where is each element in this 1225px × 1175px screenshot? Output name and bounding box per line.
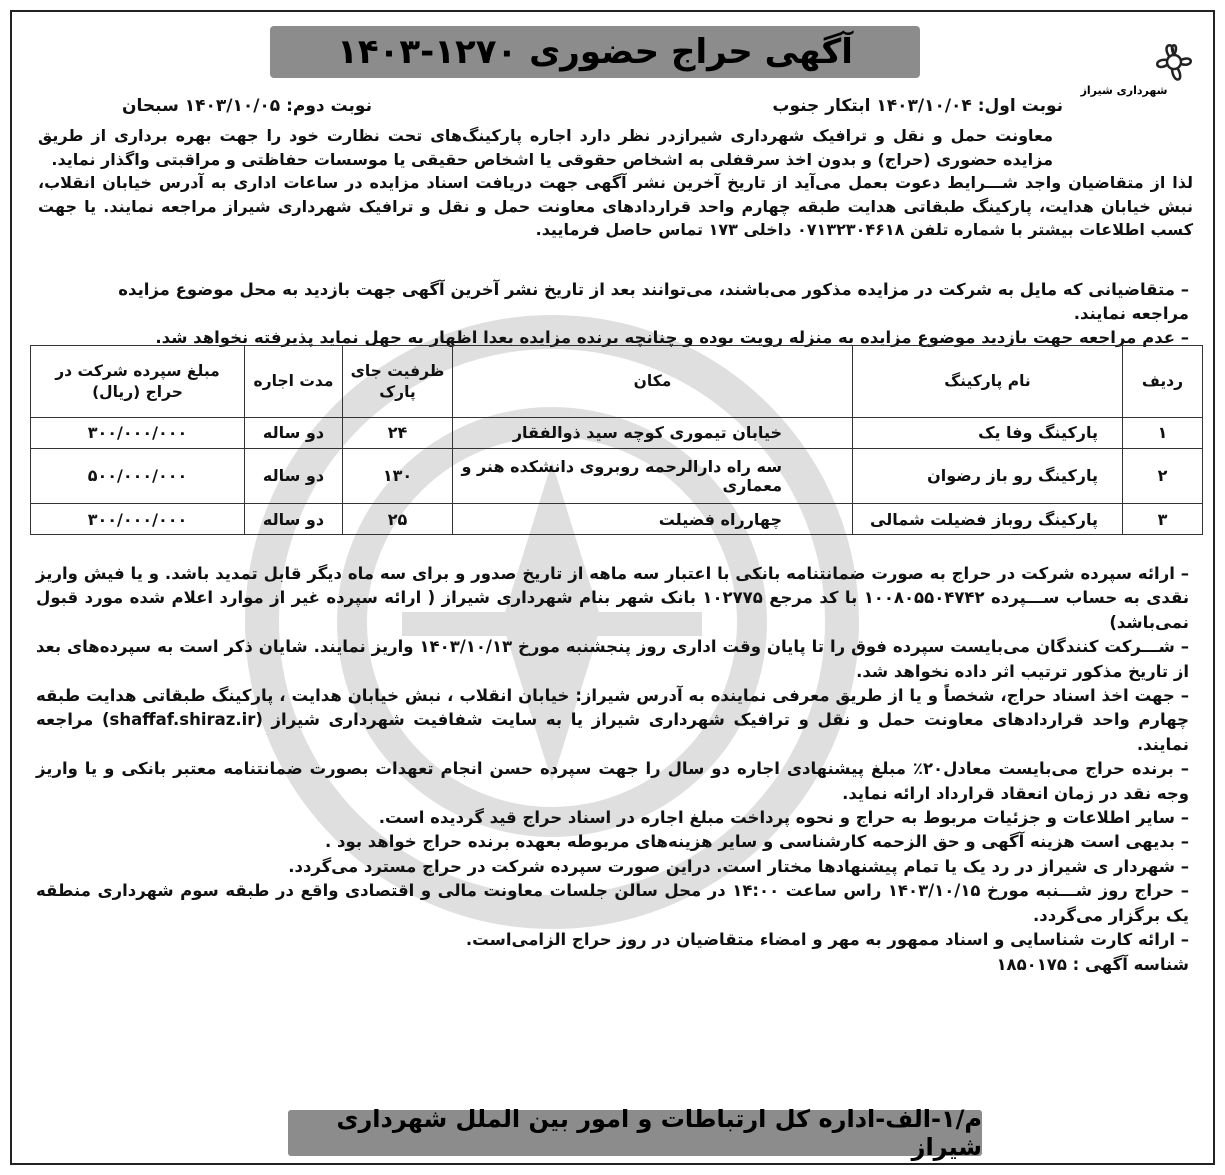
table-header-row — [31, 346, 1203, 418]
header-deposit: مبلغ سپرده شرکت در حراج (ریال) — [31, 346, 245, 418]
table-row — [31, 448, 1203, 503]
title-banner — [270, 26, 920, 78]
conditions-section — [36, 562, 1189, 977]
condition-deposit-deadline: – شـــرکت کنندگان می‌بایست سپرده فوق را تا پایان وقت اداری روز پنجشنبه مورخ ۱۴۰۳/۱۰/۱۳ واریز نمایند. شایان ذکر است به سپرده‌های بعد از تاریخ مذکور ترتیب اثر داده نخواهد شد. — [36, 637, 1189, 681]
second-issue: نوبت دوم: ۱۴۰۳/۱۰/۰۵ سبحان — [122, 96, 372, 116]
table-row — [31, 418, 1203, 449]
logo-script-text: شهرداری شیراز — [1080, 84, 1168, 97]
condition-costs: – بدیهی است هزینه آگهی و حق الزحمه کارشناسی و سایر هزینه‌های مربوطه بعهده برنده حراج خواهد بود . — [325, 832, 1189, 852]
visit-note-1: – متقاضیانی که مایل به شرکت در مزایده مذکور می‌باشند، می‌توانند بعد از تاریخ نشر آخرین آگهی جهت بازدید به محل موضوع مزایده مراجعه نمایند. — [118, 280, 1189, 323]
parking-name: پارکینگ روباز فضیلت شمالی — [853, 504, 1123, 535]
notice-id: شناسه آگهی : ۱۸۵۰۱۷۵ — [996, 954, 1189, 974]
header-row-number: ردیف — [1123, 346, 1203, 418]
condition-performance-bond: – برنده حراج می‌بایست معادل۲۰٪ مبلغ پیشنهادی اجاره دو سال را جهت سپرده حسن انجام تعهدات بصورت ضمانتنامه معتبر بانکی و یا واریز وجه نقد در زمان انعقاد قرارداد ارائه نماید. — [36, 759, 1189, 803]
first-issue: نوبت اول: ۱۴۰۳/۱۰/۰۴ ابتکار جنوب — [772, 96, 1063, 116]
issue-dates — [122, 96, 1063, 120]
header-parking-name: نام پارکینگ — [853, 346, 1123, 418]
visit-note-2: – عدم مراجعه جهت بازدید موضوع مزایده به منزله رویت بوده و چنانچه برنده مزایده بعدا اظهار به جهل نماید پذیرفته نخواهد شد. — [155, 328, 1189, 347]
parking-location: خیابان تیموری کوچه سید ذوالفقار — [453, 418, 853, 449]
visit-notes — [62, 278, 1189, 350]
parking-name: پارکینگ رو باز رضوان — [853, 448, 1123, 503]
parking-capacity: ۲۴ — [343, 418, 453, 449]
parking-location: سه راه دارالرحمه روبروی دانشکده هنر و معماری — [453, 448, 853, 503]
shiraz-municipality-flower-logo-icon — [1079, 30, 1199, 100]
deposit-amount: ۳۰۰/۰۰۰/۰۰۰ — [31, 504, 245, 535]
intro-paragraph-2: لذا از متقاضیان واجد شـــرایط دعوت بعمل می‌آید از تاریخ آخرین نشر آگهی جهت دریافت اسناد مزایده در ساعات اداری به آدرس خیابان انقلاب، نبش خیابان هدایت، پارکینگ طبقاتی هدایت طبقه چهارم واحد قراردادهای معاونت حمل و نقل و ترافیک شهرداری شیراز مراجعه نمایند. یا جهت کسب اطلاعات بیشتر با شماره تلفن ۰۷۱۳۲۳۰۴۶۱۸ داخلی ۱۷۳ تماس حاصل فرمایید. — [38, 173, 1193, 239]
deposit-amount: ۳۰۰/۰۰۰/۰۰۰ — [31, 418, 245, 449]
condition-auction-date: – حراج روز شـــنبه مورخ ۱۴۰۳/۱۰/۱۵ راس ساعت ۱۴:۰۰ در محل سالن جلسات معاونت مالی و اقتصادی واقع در طبقه سوم شهرداری منطقه یک برگزار می‌گردد. — [36, 881, 1189, 925]
footer-banner — [288, 1105, 982, 1161]
notice-title: آگهی حراج حضوری ۱۲۷۰-۱۴۰۳ — [337, 32, 853, 72]
condition-id-card: – ارائه کارت شناسایی و اسناد ممهور به مهر و امضاء متقاضیان در روز حراج الزامی‌است. — [465, 930, 1189, 950]
condition-documents: – جهت اخذ اسناد حراج، شخصاً و یا از طریق معرفی نماینده به آدرس شیراز: خیابان انقلاب ، نبش خیابان هدایت ، پارکینگ طبقاتی هدایت طبقه چهارم واحد قراردادهای معاونت حمل و نقل و ترافیک شهرداری شیراز یا به سایت شفافیت شهرداری شیراز (shaffaf.shiraz.ir) مراجعه نمایند. — [36, 686, 1189, 754]
intro-paragraph-1: معاونت حمل و نقل و ترافیک شهرداری شیرازدر نظر دارد اجاره پارکینگ‌های تحت نظارت خود را جهت بهره برداری از طریق مزایده حضوری (حراج) و بدون اخذ سرقفلی به اشخاص حقوقی یا اشخاص حقیقی یا موسسات حفاظتی و مراقبتی واگذار نماید. — [38, 126, 1053, 169]
footer-text: م/۱-الف-اداره کل ارتباطات و امور بین الملل شهرداری شیراز — [336, 1105, 982, 1161]
auction-notice — [10, 10, 1215, 1165]
parking-location: چهارراه فضیلت — [453, 504, 853, 535]
row-number: ۳ — [1123, 504, 1203, 535]
parking-capacity: ۱۳۰ — [343, 448, 453, 503]
header-lease-term: مدت اجاره — [245, 346, 343, 418]
row-number: ۱ — [1123, 418, 1203, 449]
row-number: ۲ — [1123, 448, 1203, 503]
lease-term: دو ساله — [245, 418, 343, 449]
lease-term: دو ساله — [245, 448, 343, 503]
header-capacity: ظرفیت جای پارک — [343, 346, 453, 418]
parking-table — [30, 345, 1203, 535]
header-location: مکان — [453, 346, 853, 418]
intro-section — [38, 124, 1193, 242]
parking-name: پارکینگ وفا یک — [853, 418, 1123, 449]
deposit-amount: ۵۰۰/۰۰۰/۰۰۰ — [31, 448, 245, 503]
condition-other-info: – سایر اطلاعات و جزئیات مربوط به حراج و نحوه پرداخت مبلغ اجاره در اسناد حراج قید گردیده است. — [378, 808, 1189, 828]
condition-deposit-form: – ارائه سپرده شرکت در حراج به صورت ضمانتنامه بانکی با اعتبار سه ماهه از تاریخ صدور و برای سه ماه دیگر قابل تمدید باشد. و یا فیش واریز نقدی به حساب ســـپرده ۱۰۰۸۰۵۵۰۴۷۴۲ با کد مرجع ۱۰۲۷۷۵ بانک شهر بنام شهرداری شیراز ( ارائه سپرده غیر از موارد اعلام شده مورد قبول نمی‌باشد) — [36, 564, 1190, 632]
lease-term: دو ساله — [245, 504, 343, 535]
parking-capacity: ۲۵ — [343, 504, 453, 535]
table-row — [31, 504, 1203, 535]
condition-rejection: – شهردار ی شیراز در رد یک یا تمام پیشنهادها مختار است. دراین صورت سپرده شرکت در حراج مسترد می‌گردد. — [288, 856, 1189, 876]
